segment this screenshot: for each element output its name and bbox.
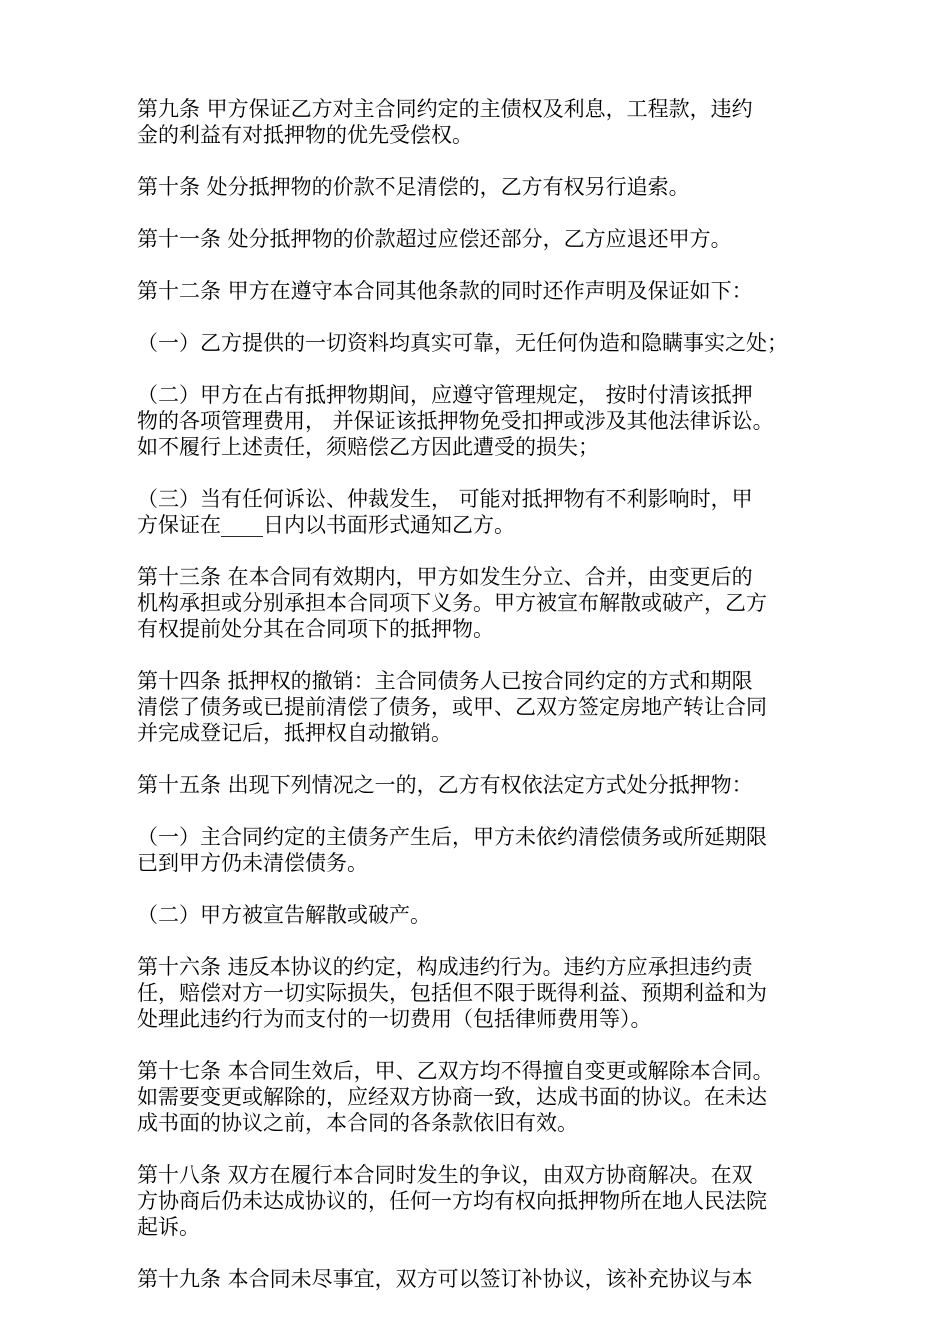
text-line: 已到甲方仍未清偿债务。 bbox=[137, 851, 368, 875]
text-line: 第十五条 出现下列情况之一的，乙方有权依法定方式处分抵押物： bbox=[137, 773, 753, 797]
text-line: 第十三条 在本合同有效期内，甲方如发生分立、合并，由变更后的 bbox=[137, 565, 753, 589]
text-line: （一）主合同约定的主债务产生后，甲方未依约清偿债务或所延期限 bbox=[137, 825, 767, 849]
text-line: 起诉。 bbox=[137, 1215, 200, 1239]
text-line: 方保证在____日内以书面形式通知乙方。 bbox=[137, 513, 515, 537]
clause-paragraph bbox=[137, 668, 837, 746]
text-line: 第十四条 抵押权的撤销：主合同债务人已按合同约定的方式和期限 bbox=[137, 669, 753, 693]
clause-paragraph bbox=[137, 824, 837, 876]
clause-paragraph bbox=[137, 564, 837, 642]
clause-paragraph bbox=[137, 226, 837, 252]
text-line: 第十七条 本合同生效后，甲、乙双方均不得擅自变更或解除本合同。 bbox=[137, 1059, 774, 1083]
clause-paragraph bbox=[137, 486, 837, 538]
text-line: 第十八条 双方在履行本合同时发生的争议，由双方协商解决。在双 bbox=[137, 1163, 753, 1187]
clause-paragraph bbox=[137, 1162, 837, 1240]
text-line: 第十九条 本合同未尽事宜，双方可以签订补协议，该补充协议与本 bbox=[137, 1267, 753, 1291]
text-line: 第九条 甲方保证乙方对主合同约定的主债权及利息，工程款，违约 bbox=[137, 97, 753, 121]
text-line: 并完成登记后，抵押权自动撤销。 bbox=[137, 721, 452, 745]
text-line: 物的各项管理费用， 并保证该抵押物免受扣押或涉及其他法律诉讼。 bbox=[137, 409, 774, 433]
text-line: 第十条 处分抵押物的价款不足清偿的，乙方有权另行追索。 bbox=[137, 175, 690, 199]
document-page bbox=[137, 96, 837, 1318]
text-line: 如不履行上述责任，须赔偿乙方因此遭受的损失； bbox=[137, 435, 599, 459]
text-line: （三）当有任何诉讼、仲裁发生， 可能对抵押物有不利影响时，甲 bbox=[137, 487, 753, 511]
clause-paragraph bbox=[137, 954, 837, 1032]
clause-paragraph bbox=[137, 1266, 837, 1292]
clause-paragraph bbox=[137, 902, 837, 928]
clause-paragraph bbox=[137, 1058, 837, 1136]
text-line: 方协商后仍未达成协议的，任何一方均有权向抵押物所在地人民法院 bbox=[137, 1189, 767, 1213]
text-line: （二）甲方被宣告解散或破产。 bbox=[137, 903, 431, 927]
text-line: 金的利益有对抵押物的优先受偿权。 bbox=[137, 123, 473, 147]
text-line: 第十一条 处分抵押物的价款超过应偿还部分，乙方应退还甲方。 bbox=[137, 227, 732, 251]
clause-paragraph bbox=[137, 382, 837, 460]
text-line: 有权提前处分其在合同项下的抵押物。 bbox=[137, 617, 494, 641]
clause-paragraph bbox=[137, 174, 837, 200]
text-line: 机构承担或分别承担本合同项下义务。甲方被宣布解散或破产，乙方 bbox=[137, 591, 767, 615]
text-line: （二）甲方在占有抵押物期间，应遵守管理规定， 按时付清该抵押 bbox=[137, 383, 753, 407]
text-line: 成书面的协议之前，本合同的各条款依旧有效。 bbox=[137, 1111, 578, 1135]
text-line: 第十二条 甲方在遵守本合同其他条款的同时还作声明及保证如下： bbox=[137, 279, 753, 303]
clause-paragraph bbox=[137, 330, 837, 356]
text-line: （一）乙方提供的一切资料均真实可靠，无任何伪造和隐瞒事实之处； bbox=[137, 331, 788, 355]
text-line: 如需要变更或解除的，应经双方协商一致，达成书面的协议。在未达 bbox=[137, 1085, 767, 1109]
text-line: 第十六条 违反本协议的约定，构成违约行为。违约方应承担违约责 bbox=[137, 955, 753, 979]
clause-paragraph bbox=[137, 772, 837, 798]
clause-paragraph bbox=[137, 278, 837, 304]
text-line: 处理此违约行为而支付的一切费用（包括律师费用等）。 bbox=[137, 1007, 652, 1031]
text-line: 清偿了债务或已提前清偿了债务，或甲、乙双方签定房地产转让合同 bbox=[137, 695, 767, 719]
clause-paragraph bbox=[137, 96, 837, 148]
text-line: 任，赔偿对方一切实际损失，包括但不限于既得利益、预期利益和为 bbox=[137, 981, 767, 1005]
